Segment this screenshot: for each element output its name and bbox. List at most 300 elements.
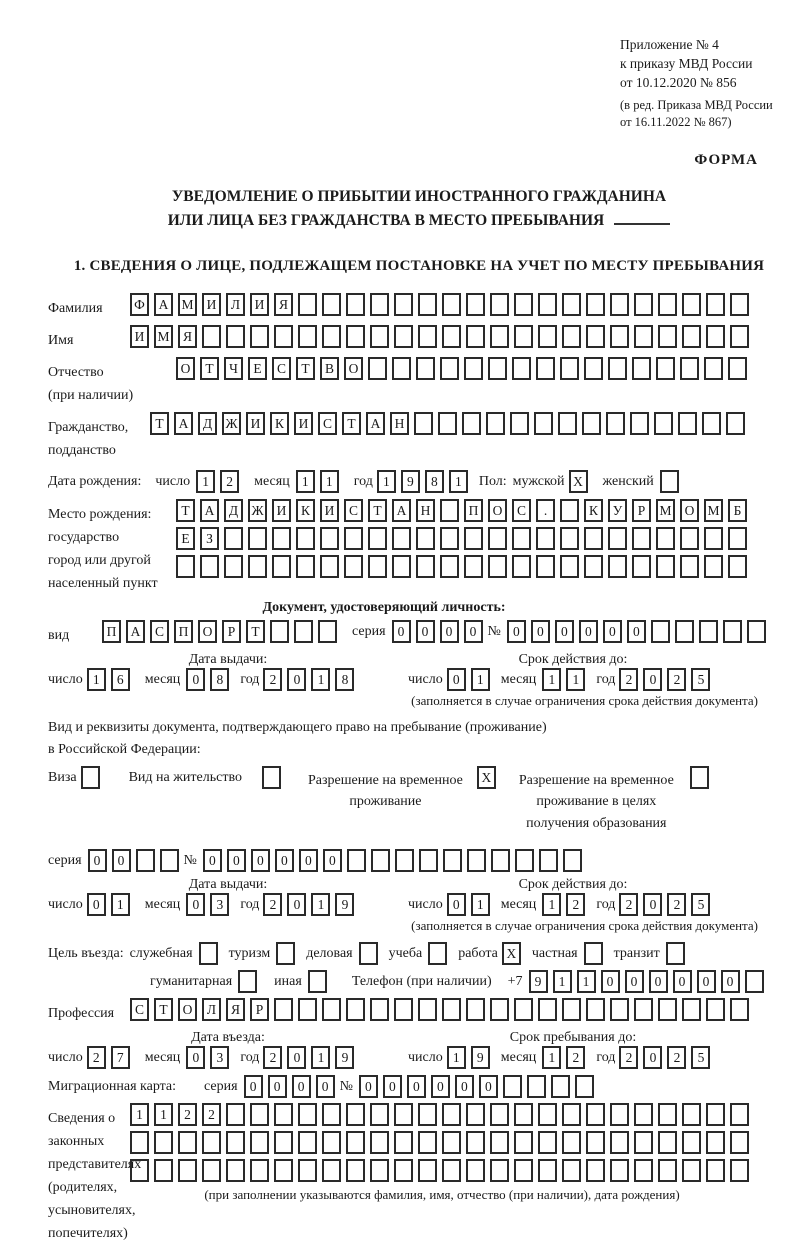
char-cell[interactable] bbox=[586, 293, 605, 316]
char-cell[interactable] bbox=[490, 1131, 509, 1154]
char-cell[interactable]: 1 bbox=[377, 470, 396, 493]
char-cell[interactable]: Т bbox=[342, 412, 361, 435]
char-cell[interactable]: 2 bbox=[619, 668, 638, 691]
char-cell[interactable] bbox=[440, 527, 459, 550]
char-cell[interactable] bbox=[490, 1103, 509, 1126]
char-cell[interactable]: 0 bbox=[464, 620, 483, 643]
char-cell[interactable] bbox=[490, 325, 509, 348]
char-cell[interactable] bbox=[488, 555, 507, 578]
char-cell[interactable] bbox=[536, 357, 555, 380]
char-cell[interactable] bbox=[723, 620, 742, 643]
char-cell[interactable] bbox=[728, 555, 747, 578]
char-cell[interactable]: И bbox=[250, 293, 269, 316]
char-cell[interactable] bbox=[682, 325, 701, 348]
char-cell[interactable]: 0 bbox=[625, 970, 644, 993]
char-cell[interactable]: 1 bbox=[449, 470, 468, 493]
char-cell[interactable] bbox=[680, 357, 699, 380]
char-cell[interactable] bbox=[371, 849, 390, 872]
char-cell[interactable] bbox=[610, 1131, 629, 1154]
char-cell[interactable] bbox=[562, 1103, 581, 1126]
char-cell[interactable] bbox=[632, 555, 651, 578]
char-cell[interactable] bbox=[610, 998, 629, 1021]
char-cell[interactable] bbox=[562, 1131, 581, 1154]
char-cell[interactable]: Ж bbox=[222, 412, 241, 435]
char-cell[interactable] bbox=[442, 998, 461, 1021]
char-cell[interactable]: С bbox=[344, 499, 363, 522]
char-cell[interactable] bbox=[320, 555, 339, 578]
char-cell[interactable] bbox=[466, 1103, 485, 1126]
char-cell[interactable]: 0 bbox=[268, 1075, 287, 1098]
char-cell[interactable] bbox=[747, 620, 766, 643]
char-cell[interactable]: 0 bbox=[112, 849, 131, 872]
purpose-other-checkbox[interactable] bbox=[308, 970, 327, 993]
char-cell[interactable]: Я bbox=[274, 293, 293, 316]
char-cell[interactable]: Ж bbox=[248, 499, 267, 522]
char-cell[interactable]: 0 bbox=[203, 849, 222, 872]
char-cell[interactable]: 0 bbox=[407, 1075, 426, 1098]
char-cell[interactable] bbox=[394, 1159, 413, 1182]
char-cell[interactable] bbox=[704, 555, 723, 578]
char-cell[interactable]: К bbox=[296, 499, 315, 522]
char-cell[interactable]: А bbox=[392, 499, 411, 522]
char-cell[interactable] bbox=[562, 325, 581, 348]
char-cell[interactable] bbox=[488, 357, 507, 380]
char-cell[interactable]: П bbox=[464, 499, 483, 522]
char-cell[interactable] bbox=[632, 527, 651, 550]
char-cell[interactable] bbox=[586, 1131, 605, 1154]
char-cell[interactable] bbox=[154, 1131, 173, 1154]
char-cell[interactable] bbox=[322, 293, 341, 316]
char-cell[interactable] bbox=[394, 998, 413, 1021]
char-cell[interactable] bbox=[274, 998, 293, 1021]
char-cell[interactable]: 8 bbox=[210, 668, 229, 691]
char-cell[interactable]: С bbox=[318, 412, 337, 435]
char-cell[interactable] bbox=[491, 849, 510, 872]
char-cell[interactable] bbox=[682, 293, 701, 316]
char-cell[interactable] bbox=[658, 325, 677, 348]
char-cell[interactable] bbox=[466, 293, 485, 316]
char-cell[interactable] bbox=[224, 527, 243, 550]
char-cell[interactable]: 1 bbox=[296, 470, 315, 493]
char-cell[interactable]: У bbox=[608, 499, 627, 522]
char-cell[interactable]: 1 bbox=[196, 470, 215, 493]
char-cell[interactable] bbox=[248, 555, 267, 578]
char-cell[interactable]: 0 bbox=[383, 1075, 402, 1098]
char-cell[interactable]: М bbox=[656, 499, 675, 522]
char-cell[interactable] bbox=[634, 1103, 653, 1126]
char-cell[interactable]: 1 bbox=[130, 1103, 149, 1126]
char-cell[interactable] bbox=[394, 293, 413, 316]
char-cell[interactable] bbox=[562, 293, 581, 316]
char-cell[interactable] bbox=[534, 412, 553, 435]
char-cell[interactable]: 1 bbox=[320, 470, 339, 493]
char-cell[interactable]: 9 bbox=[401, 470, 420, 493]
char-cell[interactable] bbox=[392, 527, 411, 550]
char-cell[interactable] bbox=[728, 357, 747, 380]
char-cell[interactable] bbox=[466, 325, 485, 348]
char-cell[interactable] bbox=[298, 998, 317, 1021]
char-cell[interactable] bbox=[178, 1131, 197, 1154]
char-cell[interactable]: 2 bbox=[220, 470, 239, 493]
char-cell[interactable] bbox=[726, 412, 745, 435]
char-cell[interactable] bbox=[370, 1103, 389, 1126]
purpose-humanitarian-checkbox[interactable] bbox=[238, 970, 257, 993]
char-cell[interactable] bbox=[514, 1103, 533, 1126]
char-cell[interactable]: В bbox=[320, 357, 339, 380]
char-cell[interactable] bbox=[272, 555, 291, 578]
char-cell[interactable]: А bbox=[174, 412, 193, 435]
char-cell[interactable] bbox=[678, 412, 697, 435]
char-cell[interactable] bbox=[632, 357, 651, 380]
char-cell[interactable]: 0 bbox=[186, 668, 205, 691]
char-cell[interactable] bbox=[392, 357, 411, 380]
purpose-transit-checkbox[interactable] bbox=[666, 942, 685, 965]
char-cell[interactable]: Н bbox=[416, 499, 435, 522]
char-cell[interactable]: Д bbox=[224, 499, 243, 522]
char-cell[interactable]: 0 bbox=[479, 1075, 498, 1098]
char-cell[interactable] bbox=[394, 1103, 413, 1126]
char-cell[interactable] bbox=[682, 1131, 701, 1154]
char-cell[interactable]: Ч bbox=[224, 357, 243, 380]
char-cell[interactable]: 9 bbox=[471, 1046, 490, 1069]
char-cell[interactable]: А bbox=[154, 293, 173, 316]
char-cell[interactable] bbox=[346, 998, 365, 1021]
char-cell[interactable] bbox=[395, 849, 414, 872]
char-cell[interactable] bbox=[486, 412, 505, 435]
char-cell[interactable] bbox=[136, 849, 155, 872]
char-cell[interactable] bbox=[682, 1103, 701, 1126]
char-cell[interactable]: Р bbox=[632, 499, 651, 522]
char-cell[interactable] bbox=[682, 998, 701, 1021]
char-cell[interactable] bbox=[560, 555, 579, 578]
char-cell[interactable] bbox=[467, 849, 486, 872]
char-cell[interactable] bbox=[730, 293, 749, 316]
char-cell[interactable]: Т bbox=[296, 357, 315, 380]
char-cell[interactable] bbox=[608, 527, 627, 550]
char-cell[interactable]: 2 bbox=[566, 893, 585, 916]
char-cell[interactable] bbox=[322, 1103, 341, 1126]
char-cell[interactable] bbox=[464, 357, 483, 380]
char-cell[interactable]: 0 bbox=[627, 620, 646, 643]
char-cell[interactable] bbox=[320, 527, 339, 550]
char-cell[interactable]: Б bbox=[728, 499, 747, 522]
char-cell[interactable] bbox=[418, 1103, 437, 1126]
char-cell[interactable] bbox=[274, 1131, 293, 1154]
char-cell[interactable] bbox=[610, 1159, 629, 1182]
char-cell[interactable] bbox=[294, 620, 313, 643]
char-cell[interactable]: С bbox=[512, 499, 531, 522]
char-cell[interactable] bbox=[418, 293, 437, 316]
char-cell[interactable]: 0 bbox=[447, 668, 466, 691]
sex-male-checkbox[interactable]: X bbox=[569, 470, 588, 493]
char-cell[interactable]: 1 bbox=[311, 668, 330, 691]
sex-female-checkbox[interactable] bbox=[660, 470, 679, 493]
char-cell[interactable] bbox=[250, 325, 269, 348]
char-cell[interactable] bbox=[745, 970, 764, 993]
char-cell[interactable] bbox=[584, 555, 603, 578]
char-cell[interactable]: 8 bbox=[425, 470, 444, 493]
char-cell[interactable] bbox=[538, 293, 557, 316]
char-cell[interactable]: 0 bbox=[292, 1075, 311, 1098]
char-cell[interactable] bbox=[368, 555, 387, 578]
char-cell[interactable] bbox=[370, 1131, 389, 1154]
char-cell[interactable] bbox=[250, 1131, 269, 1154]
char-cell[interactable]: Т bbox=[200, 357, 219, 380]
char-cell[interactable] bbox=[130, 1159, 149, 1182]
char-cell[interactable] bbox=[462, 412, 481, 435]
char-cell[interactable] bbox=[440, 555, 459, 578]
char-cell[interactable]: 2 bbox=[619, 1046, 638, 1069]
temp-residence-edu-checkbox[interactable] bbox=[690, 766, 709, 789]
char-cell[interactable] bbox=[584, 527, 603, 550]
char-cell[interactable] bbox=[551, 1075, 570, 1098]
char-cell[interactable]: 2 bbox=[619, 893, 638, 916]
char-cell[interactable] bbox=[680, 527, 699, 550]
char-cell[interactable]: 3 bbox=[210, 1046, 229, 1069]
char-cell[interactable] bbox=[394, 1131, 413, 1154]
residence-permit-checkbox[interactable] bbox=[262, 766, 281, 789]
purpose-business-checkbox[interactable] bbox=[359, 942, 378, 965]
purpose-private-checkbox[interactable] bbox=[584, 942, 603, 965]
char-cell[interactable]: 5 bbox=[691, 668, 710, 691]
char-cell[interactable] bbox=[226, 1103, 245, 1126]
visa-checkbox[interactable] bbox=[81, 766, 100, 789]
char-cell[interactable] bbox=[538, 1131, 557, 1154]
char-cell[interactable] bbox=[610, 293, 629, 316]
char-cell[interactable]: 1 bbox=[111, 893, 130, 916]
char-cell[interactable] bbox=[442, 1131, 461, 1154]
char-cell[interactable]: О bbox=[176, 357, 195, 380]
char-cell[interactable]: 7 bbox=[111, 1046, 130, 1069]
char-cell[interactable] bbox=[699, 620, 718, 643]
char-cell[interactable]: 1 bbox=[311, 1046, 330, 1069]
char-cell[interactable]: 0 bbox=[643, 1046, 662, 1069]
char-cell[interactable] bbox=[270, 620, 289, 643]
char-cell[interactable] bbox=[538, 998, 557, 1021]
char-cell[interactable] bbox=[728, 527, 747, 550]
char-cell[interactable]: 0 bbox=[88, 849, 107, 872]
char-cell[interactable] bbox=[658, 1159, 677, 1182]
purpose-work-checkbox[interactable]: X bbox=[502, 942, 521, 965]
char-cell[interactable] bbox=[706, 998, 725, 1021]
purpose-official-checkbox[interactable] bbox=[199, 942, 218, 965]
char-cell[interactable]: О bbox=[178, 998, 197, 1021]
purpose-tourism-checkbox[interactable] bbox=[276, 942, 295, 965]
char-cell[interactable] bbox=[346, 293, 365, 316]
char-cell[interactable] bbox=[250, 1103, 269, 1126]
char-cell[interactable] bbox=[503, 1075, 522, 1098]
char-cell[interactable]: 0 bbox=[323, 849, 342, 872]
char-cell[interactable]: 0 bbox=[287, 1046, 306, 1069]
char-cell[interactable] bbox=[202, 1159, 221, 1182]
char-cell[interactable] bbox=[442, 1103, 461, 1126]
char-cell[interactable] bbox=[606, 412, 625, 435]
char-cell[interactable] bbox=[250, 1159, 269, 1182]
char-cell[interactable] bbox=[370, 293, 389, 316]
char-cell[interactable] bbox=[706, 1103, 725, 1126]
char-cell[interactable] bbox=[514, 293, 533, 316]
char-cell[interactable] bbox=[416, 527, 435, 550]
char-cell[interactable] bbox=[202, 1131, 221, 1154]
char-cell[interactable]: 1 bbox=[471, 893, 490, 916]
char-cell[interactable]: 0 bbox=[392, 620, 411, 643]
char-cell[interactable] bbox=[702, 412, 721, 435]
char-cell[interactable] bbox=[706, 293, 725, 316]
char-cell[interactable] bbox=[178, 1159, 197, 1182]
char-cell[interactable] bbox=[442, 1159, 461, 1182]
char-cell[interactable] bbox=[322, 998, 341, 1021]
char-cell[interactable] bbox=[562, 1159, 581, 1182]
char-cell[interactable]: Я bbox=[178, 325, 197, 348]
char-cell[interactable] bbox=[466, 998, 485, 1021]
char-cell[interactable] bbox=[370, 998, 389, 1021]
char-cell[interactable]: И bbox=[130, 325, 149, 348]
char-cell[interactable] bbox=[322, 325, 341, 348]
char-cell[interactable]: 0 bbox=[649, 970, 668, 993]
char-cell[interactable]: Т bbox=[246, 620, 265, 643]
char-cell[interactable] bbox=[675, 620, 694, 643]
char-cell[interactable]: 0 bbox=[603, 620, 622, 643]
char-cell[interactable] bbox=[322, 1131, 341, 1154]
char-cell[interactable] bbox=[346, 1103, 365, 1126]
char-cell[interactable] bbox=[538, 1159, 557, 1182]
char-cell[interactable]: Т bbox=[368, 499, 387, 522]
char-cell[interactable]: 0 bbox=[359, 1075, 378, 1098]
char-cell[interactable] bbox=[416, 357, 435, 380]
char-cell[interactable]: П bbox=[174, 620, 193, 643]
char-cell[interactable]: 1 bbox=[87, 668, 106, 691]
char-cell[interactable] bbox=[442, 293, 461, 316]
char-cell[interactable] bbox=[298, 325, 317, 348]
char-cell[interactable] bbox=[706, 1131, 725, 1154]
char-cell[interactable]: 1 bbox=[566, 668, 585, 691]
char-cell[interactable]: П bbox=[102, 620, 121, 643]
char-cell[interactable] bbox=[730, 1103, 749, 1126]
char-cell[interactable]: 1 bbox=[311, 893, 330, 916]
char-cell[interactable]: 2 bbox=[667, 668, 686, 691]
char-cell[interactable] bbox=[558, 412, 577, 435]
char-cell[interactable]: 0 bbox=[299, 849, 318, 872]
char-cell[interactable]: Р bbox=[250, 998, 269, 1021]
char-cell[interactable] bbox=[514, 1131, 533, 1154]
char-cell[interactable] bbox=[658, 998, 677, 1021]
char-cell[interactable] bbox=[200, 555, 219, 578]
char-cell[interactable]: 1 bbox=[542, 893, 561, 916]
char-cell[interactable]: 0 bbox=[440, 620, 459, 643]
char-cell[interactable]: 1 bbox=[154, 1103, 173, 1126]
char-cell[interactable] bbox=[464, 527, 483, 550]
char-cell[interactable] bbox=[274, 1103, 293, 1126]
char-cell[interactable] bbox=[464, 555, 483, 578]
char-cell[interactable]: 8 bbox=[335, 668, 354, 691]
char-cell[interactable]: С bbox=[150, 620, 169, 643]
char-cell[interactable] bbox=[582, 412, 601, 435]
char-cell[interactable] bbox=[538, 325, 557, 348]
char-cell[interactable]: К bbox=[270, 412, 289, 435]
char-cell[interactable] bbox=[176, 555, 195, 578]
char-cell[interactable]: 0 bbox=[601, 970, 620, 993]
char-cell[interactable] bbox=[656, 555, 675, 578]
char-cell[interactable] bbox=[536, 527, 555, 550]
char-cell[interactable] bbox=[272, 527, 291, 550]
char-cell[interactable] bbox=[346, 1159, 365, 1182]
char-cell[interactable] bbox=[608, 555, 627, 578]
char-cell[interactable]: Е bbox=[176, 527, 195, 550]
char-cell[interactable] bbox=[562, 998, 581, 1021]
char-cell[interactable] bbox=[226, 1131, 245, 1154]
char-cell[interactable] bbox=[560, 527, 579, 550]
char-cell[interactable] bbox=[706, 1159, 725, 1182]
char-cell[interactable]: 0 bbox=[227, 849, 246, 872]
char-cell[interactable]: О bbox=[344, 357, 363, 380]
char-cell[interactable]: А bbox=[366, 412, 385, 435]
char-cell[interactable] bbox=[226, 325, 245, 348]
char-cell[interactable] bbox=[202, 325, 221, 348]
char-cell[interactable] bbox=[322, 1159, 341, 1182]
char-cell[interactable]: 2 bbox=[667, 1046, 686, 1069]
char-cell[interactable] bbox=[730, 1159, 749, 1182]
char-cell[interactable]: Л bbox=[202, 998, 221, 1021]
char-cell[interactable] bbox=[654, 412, 673, 435]
char-cell[interactable] bbox=[418, 1131, 437, 1154]
char-cell[interactable] bbox=[274, 325, 293, 348]
char-cell[interactable]: О bbox=[198, 620, 217, 643]
char-cell[interactable] bbox=[346, 325, 365, 348]
char-cell[interactable]: 0 bbox=[244, 1075, 263, 1098]
char-cell[interactable] bbox=[248, 527, 267, 550]
char-cell[interactable]: 0 bbox=[555, 620, 574, 643]
char-cell[interactable] bbox=[510, 412, 529, 435]
char-cell[interactable] bbox=[296, 527, 315, 550]
char-cell[interactable] bbox=[730, 325, 749, 348]
char-cell[interactable] bbox=[347, 849, 366, 872]
char-cell[interactable] bbox=[226, 1159, 245, 1182]
char-cell[interactable]: 0 bbox=[287, 668, 306, 691]
char-cell[interactable] bbox=[634, 1159, 653, 1182]
char-cell[interactable] bbox=[658, 1131, 677, 1154]
char-cell[interactable]: 0 bbox=[531, 620, 550, 643]
char-cell[interactable]: Д bbox=[198, 412, 217, 435]
char-cell[interactable] bbox=[318, 620, 337, 643]
char-cell[interactable]: А bbox=[126, 620, 145, 643]
char-cell[interactable]: 0 bbox=[87, 893, 106, 916]
char-cell[interactable] bbox=[438, 412, 457, 435]
char-cell[interactable] bbox=[344, 527, 363, 550]
char-cell[interactable] bbox=[608, 357, 627, 380]
char-cell[interactable]: С bbox=[272, 357, 291, 380]
char-cell[interactable]: 0 bbox=[251, 849, 270, 872]
char-cell[interactable] bbox=[730, 998, 749, 1021]
char-cell[interactable] bbox=[630, 412, 649, 435]
char-cell[interactable] bbox=[651, 620, 670, 643]
char-cell[interactable] bbox=[418, 325, 437, 348]
char-cell[interactable] bbox=[442, 325, 461, 348]
char-cell[interactable]: 1 bbox=[577, 970, 596, 993]
char-cell[interactable]: 5 bbox=[691, 1046, 710, 1069]
char-cell[interactable] bbox=[394, 325, 413, 348]
char-cell[interactable] bbox=[634, 325, 653, 348]
char-cell[interactable] bbox=[536, 555, 555, 578]
char-cell[interactable]: А bbox=[200, 499, 219, 522]
char-cell[interactable] bbox=[539, 849, 558, 872]
char-cell[interactable]: Н bbox=[390, 412, 409, 435]
char-cell[interactable] bbox=[575, 1075, 594, 1098]
char-cell[interactable] bbox=[704, 357, 723, 380]
char-cell[interactable]: Я bbox=[226, 998, 245, 1021]
char-cell[interactable] bbox=[586, 1103, 605, 1126]
char-cell[interactable]: 0 bbox=[186, 893, 205, 916]
char-cell[interactable] bbox=[586, 325, 605, 348]
